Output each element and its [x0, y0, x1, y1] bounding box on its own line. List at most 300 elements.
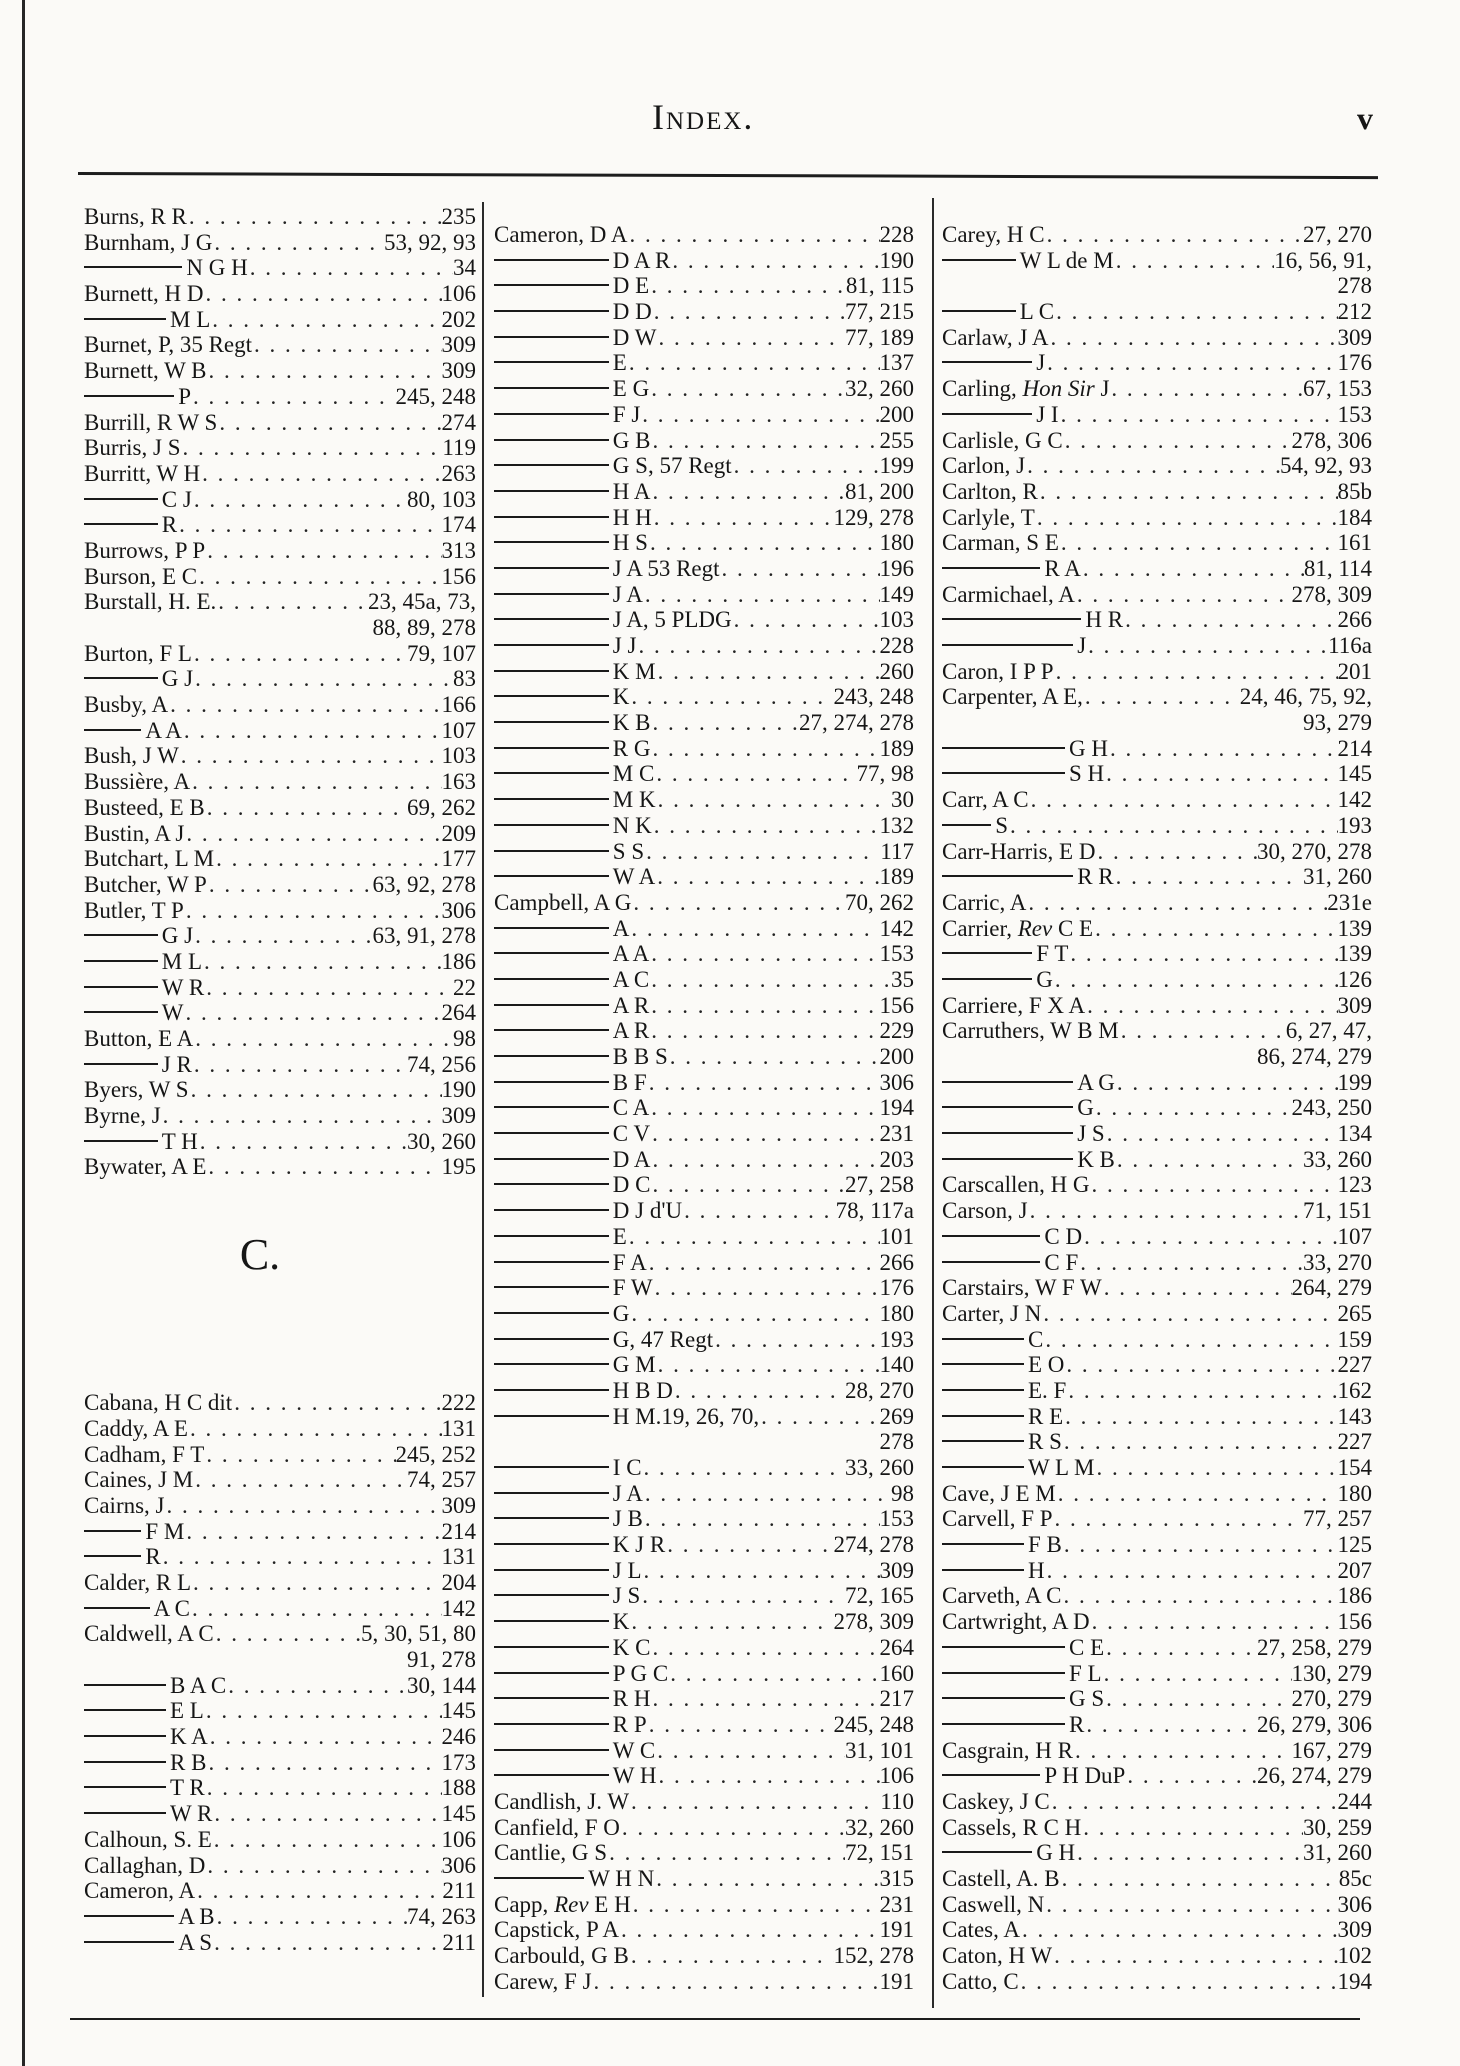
- dot-leader: [652, 505, 834, 531]
- entry-name: D W: [612, 324, 657, 350]
- index-entry: [494, 1558, 914, 1584]
- index-entry: [942, 1917, 1372, 1943]
- entry-name: Carlyle, T: [942, 504, 1035, 530]
- entry-pages: 134: [1337, 1121, 1372, 1147]
- ditto-rule: [942, 1440, 1024, 1442]
- entry-name: I C: [612, 1455, 642, 1480]
- entry-name: R R: [1077, 864, 1114, 890]
- entry-name: C F: [1044, 1249, 1079, 1275]
- dot-leader: [177, 512, 441, 538]
- entry-name: C D: [1044, 1223, 1083, 1249]
- entry-pages: 191: [879, 1968, 914, 1994]
- ditto-rule: [494, 1672, 609, 1674]
- index-entry-continuation: [942, 710, 1372, 736]
- entry-name: Cates, A: [942, 1917, 1020, 1943]
- entry-pages: 269: [879, 1403, 914, 1429]
- entry-pages: 81, 114: [1303, 555, 1372, 581]
- entry-name: R S: [1028, 1429, 1062, 1455]
- index-entry: [494, 1840, 914, 1866]
- dot-leader: [1095, 839, 1257, 865]
- ditto-rule: [84, 1709, 166, 1711]
- dot-leader: [649, 376, 845, 402]
- entry-pages: 278, 309: [833, 1609, 914, 1635]
- dot-leader: [655, 1738, 845, 1764]
- entry-pages: 79, 107: [407, 640, 476, 666]
- ditto-rule: [942, 618, 1081, 620]
- dot-leader: [1050, 1789, 1338, 1815]
- ditto-rule: [494, 259, 609, 261]
- ditto-rule: [494, 1569, 609, 1571]
- entry-name: A R: [612, 992, 650, 1018]
- entry-pages: 27, 258, 279: [1257, 1634, 1372, 1660]
- entry-pages: 174: [441, 512, 476, 538]
- index-entry: [942, 376, 1372, 402]
- entry-pages: 231: [879, 1891, 914, 1917]
- entry-name: J S: [1077, 1121, 1105, 1147]
- entry-pages: 265: [1337, 1300, 1372, 1326]
- entry-pages: 264: [879, 1634, 914, 1660]
- ditto-rule: [494, 1697, 609, 1699]
- ditto-rule: [494, 336, 609, 338]
- index-entry: [942, 607, 1372, 633]
- dot-leader: [670, 248, 879, 274]
- entry-pages: 180: [1337, 1480, 1372, 1506]
- index-entry: [84, 1827, 476, 1853]
- dot-leader: [205, 538, 441, 564]
- dot-leader: [643, 582, 880, 608]
- dot-leader: [651, 1635, 880, 1661]
- dot-leader: [165, 1493, 442, 1519]
- entry-pages: 222: [441, 1390, 476, 1416]
- index-entry: [942, 684, 1372, 710]
- entry-name: Carling, Hon Sir J: [942, 376, 1110, 402]
- entry-name: G: [612, 1300, 630, 1326]
- dot-leader: [1102, 1275, 1292, 1301]
- entry-name: W: [161, 1000, 184, 1026]
- entry-name: T H: [161, 1128, 198, 1154]
- index-entry: [494, 1661, 914, 1687]
- index-entry: [494, 1738, 914, 1764]
- index-entry: [942, 1738, 1372, 1764]
- entry-name: Burnett, W B: [84, 358, 207, 384]
- index-entry: [84, 1853, 476, 1879]
- entry-name: J: [1077, 633, 1087, 658]
- entry-name: E. F: [1028, 1377, 1067, 1403]
- index-entry: [494, 1172, 914, 1198]
- entry-pages: 306: [879, 1069, 914, 1095]
- entry-name: G H: [1036, 1840, 1076, 1866]
- entry-name: G H: [1069, 735, 1108, 761]
- index-entry: [942, 1481, 1372, 1507]
- entry-name: Butchart, L M: [84, 846, 215, 872]
- entry-pages: 274, 278: [833, 1532, 914, 1558]
- entry-pages: 214: [441, 1518, 476, 1544]
- index-entry: [494, 1506, 914, 1532]
- entry-name: D E: [612, 273, 650, 299]
- entry-name: D D: [612, 299, 652, 325]
- ditto-rule: [494, 850, 609, 852]
- dot-leader: [214, 1621, 361, 1647]
- entry-name: G: [1077, 1095, 1094, 1121]
- ditto-rule: [494, 978, 609, 980]
- index-entry: [494, 222, 914, 248]
- entry-name: Burris, J S: [84, 435, 181, 461]
- entry-pages: 70, 262: [845, 889, 914, 915]
- index-entry: [84, 204, 476, 230]
- entry-pages: 177: [441, 846, 476, 872]
- index-entry: [494, 1481, 914, 1507]
- entry-pages: 214: [1337, 735, 1372, 761]
- entry-pages: 245, 248: [833, 1711, 914, 1737]
- ditto-rule: [494, 927, 609, 929]
- entry-pages: 188: [441, 1775, 476, 1801]
- entry-name: Campbell, A G: [494, 889, 632, 915]
- entry-name: W R: [170, 1801, 213, 1827]
- entry-name: H M.19, 26, 70,: [612, 1403, 760, 1429]
- entry-pages: 176: [879, 1275, 914, 1301]
- index-entry: [494, 1044, 914, 1070]
- index-entry: [494, 1095, 914, 1121]
- ditto-rule: [84, 1812, 166, 1814]
- entry-pages: 278, 309: [1291, 581, 1372, 607]
- entry-pages: 83: [453, 666, 476, 692]
- ditto-rule: [84, 986, 158, 988]
- index-entry: [84, 1026, 476, 1052]
- entry-name: Busby, A: [84, 692, 169, 718]
- entry-pages: 315: [879, 1866, 914, 1891]
- dot-leader: [1090, 1609, 1338, 1635]
- index-entry: [494, 1018, 914, 1044]
- dot-leader: [653, 1275, 880, 1301]
- ditto-rule: [494, 1749, 609, 1751]
- dot-leader: [1063, 428, 1292, 454]
- entry-pages: 77, 189: [845, 324, 914, 350]
- ditto-rule: [942, 1338, 1024, 1340]
- index-entry: [942, 402, 1372, 428]
- entry-name: Candlish, J. W: [494, 1788, 630, 1814]
- dot-leader: [629, 1301, 879, 1327]
- index-entry: [494, 1892, 914, 1918]
- dot-leader: [1045, 1558, 1338, 1584]
- dot-leader: [1081, 1815, 1303, 1841]
- index-entry: [494, 993, 914, 1019]
- ditto-rule: [942, 310, 1016, 312]
- dot-leader: [179, 743, 442, 769]
- entry-pages: 28, 270: [845, 1377, 914, 1403]
- index-entry: [942, 1840, 1372, 1866]
- index-entry: [494, 710, 914, 736]
- entry-pages: 119: [442, 435, 476, 461]
- entry-name: Caddy, A E: [84, 1415, 188, 1441]
- index-entry: [84, 1930, 476, 1956]
- ditto-rule: [942, 772, 1065, 774]
- entry-pages: 235: [441, 204, 476, 229]
- dot-leader: [656, 325, 845, 351]
- dot-leader: [713, 1327, 879, 1353]
- entry-name: Caron, I P P: [942, 658, 1054, 684]
- dot-leader: [184, 1519, 441, 1545]
- dot-leader: [206, 1154, 441, 1180]
- index-entry: [84, 975, 476, 1001]
- index-column-3: [942, 222, 1372, 1994]
- ditto-rule: [494, 1261, 609, 1263]
- entry-name: F B: [1028, 1532, 1062, 1558]
- entry-name: A C: [153, 1595, 191, 1621]
- entry-pages: 77, 98: [856, 761, 914, 787]
- dot-leader: [665, 1532, 833, 1558]
- index-entry: [84, 1904, 476, 1930]
- entry-name: K: [612, 1609, 630, 1635]
- dot-leader: [1064, 1352, 1337, 1378]
- entry-name: E: [612, 350, 627, 376]
- dot-leader: [1094, 1455, 1337, 1481]
- dot-leader: [1045, 350, 1337, 376]
- entry-name: Calder, R L: [84, 1569, 192, 1595]
- dot-leader: [1068, 941, 1337, 967]
- entry-name: J B: [612, 1506, 643, 1532]
- ditto-rule: [494, 516, 609, 518]
- entry-name: Carson, J: [942, 1198, 1028, 1224]
- index-entry: [84, 1724, 476, 1750]
- index-entry: [84, 923, 476, 949]
- dot-leader: [1119, 1018, 1286, 1044]
- index-entry: [942, 1815, 1372, 1841]
- page-title: Index.: [652, 97, 755, 137]
- dot-leader: [1085, 993, 1337, 1019]
- index-entry: [494, 1789, 914, 1815]
- entry-name: Carbould, G B: [494, 1943, 629, 1969]
- entry-pages: 27, 274, 278: [799, 710, 914, 736]
- entry-pages: 142: [879, 915, 914, 941]
- entry-pages: 145: [441, 1698, 476, 1724]
- entry-name: R: [1069, 1711, 1085, 1737]
- index-entry: [942, 556, 1372, 582]
- ditto-rule: [84, 1530, 141, 1532]
- index-entry: [942, 479, 1372, 505]
- ditto-rule: [942, 1646, 1065, 1648]
- dot-leader: [1062, 1429, 1338, 1455]
- entry-pages: 162: [1337, 1377, 1372, 1403]
- dot-leader: [1109, 376, 1303, 402]
- dot-leader: [1104, 761, 1337, 787]
- dot-leader: [647, 1250, 880, 1276]
- entry-pages: 190: [879, 247, 914, 273]
- index-entry: [84, 332, 476, 358]
- dot-leader: [649, 967, 891, 993]
- index-entry: [84, 769, 476, 795]
- ditto-rule: [942, 413, 1032, 415]
- index-entry: [84, 538, 476, 564]
- entry-pages: 30: [891, 787, 914, 813]
- ditto-rule: [494, 670, 609, 672]
- entry-name: C E: [1069, 1634, 1105, 1660]
- index-entry: [942, 1532, 1372, 1558]
- dot-leader: [759, 1404, 879, 1430]
- dot-leader: [203, 281, 441, 307]
- entry-name: Burstall, H. E.: [84, 589, 217, 615]
- entry-name: F M: [145, 1518, 185, 1544]
- dot-leader: [1054, 299, 1337, 325]
- dot-leader: [232, 1390, 441, 1416]
- dot-leader: [620, 1815, 845, 1841]
- entry-pages: 203: [879, 1146, 914, 1172]
- dot-leader: [1094, 1095, 1292, 1121]
- entry-name: Cameron, A: [84, 1878, 196, 1904]
- entry-name: S: [995, 812, 1008, 838]
- ditto-rule: [84, 1063, 158, 1065]
- dot-leader: [651, 1147, 880, 1173]
- entry-name: Caines, J M: [84, 1467, 194, 1493]
- entry-pages: 184: [1337, 504, 1372, 530]
- entry-pages: 145: [1337, 761, 1372, 787]
- entry-name: G, 47 Regt: [612, 1326, 714, 1352]
- entry-name: A S: [178, 1929, 213, 1955]
- ditto-rule: [494, 1004, 609, 1006]
- entry-pages: 33, 260: [845, 1455, 914, 1480]
- entry-pages: 32, 260: [845, 376, 914, 402]
- dot-leader: [652, 299, 845, 325]
- entry-name: Carscallen, H G: [942, 1172, 1090, 1198]
- entry-name: A R: [612, 1018, 650, 1044]
- dot-leader: [184, 1000, 442, 1026]
- entry-name: R: [161, 512, 178, 538]
- index-entry: [84, 410, 476, 436]
- index-column-2: [494, 222, 914, 1994]
- entry-pages: 211: [442, 1929, 476, 1955]
- entry-pages: 23, 45a, 73,: [368, 589, 476, 615]
- entry-name: Carlaw, J A: [942, 324, 1049, 350]
- ditto-rule: [494, 695, 609, 697]
- dot-leader: [206, 1750, 441, 1776]
- index-entry: [494, 1763, 914, 1789]
- dot-leader: [1059, 402, 1338, 428]
- entry-pages: 159: [1337, 1326, 1372, 1352]
- ditto-rule: [494, 1055, 609, 1057]
- entry-name: Bussière, A: [84, 769, 191, 795]
- dot-leader: [1115, 1147, 1303, 1173]
- dot-leader: [1063, 1404, 1337, 1430]
- entry-name: Caton, H W: [942, 1943, 1053, 1969]
- index-entry: [84, 718, 476, 744]
- entry-name: J A 53 Regt: [612, 555, 720, 581]
- entry-name: F W: [612, 1275, 653, 1301]
- ditto-rule: [494, 593, 609, 595]
- dot-leader: [673, 1378, 845, 1404]
- index-entry: [942, 222, 1372, 248]
- entry-pages: 98: [453, 1026, 476, 1051]
- dot-leader: [190, 769, 441, 795]
- dot-leader: [629, 684, 833, 710]
- dot-leader: [629, 1943, 834, 1969]
- index-entry: [84, 1801, 476, 1827]
- entry-name: Callaghan, D: [84, 1852, 206, 1878]
- ditto-rule: [494, 1620, 609, 1622]
- index-entry: [942, 1352, 1372, 1378]
- ditto-rule: [84, 1011, 158, 1013]
- index-entry: [942, 1429, 1372, 1455]
- ditto-rule: [494, 952, 609, 954]
- index-entry: [84, 281, 476, 307]
- ditto-rule: [494, 1106, 609, 1108]
- entry-pages: 189: [879, 864, 914, 890]
- entry-name: J J: [612, 633, 637, 658]
- entry-name: A A: [145, 717, 182, 743]
- index-entry: [84, 1493, 476, 1519]
- dot-leader: [1035, 505, 1338, 531]
- index-entry: [494, 1250, 914, 1276]
- entry-pages: 153: [879, 1506, 914, 1532]
- index-entry: [942, 813, 1372, 839]
- dot-leader: [647, 1712, 834, 1738]
- dot-leader: [161, 1544, 442, 1570]
- dot-leader: [191, 384, 396, 410]
- dot-leader: [214, 846, 441, 872]
- index-entry: [942, 1712, 1372, 1738]
- entry-pages: 125: [1337, 1532, 1372, 1558]
- index-entry: [494, 556, 914, 582]
- entry-pages: 313: [441, 537, 476, 563]
- entry-name: L C: [1019, 299, 1055, 325]
- ditto-rule: [942, 567, 1040, 569]
- dot-leader: [200, 461, 441, 487]
- dot-leader: [1066, 1378, 1337, 1404]
- index-entry: [942, 1609, 1372, 1635]
- dot-leader: [1075, 582, 1292, 608]
- dot-leader: [1081, 556, 1304, 582]
- entry-pages: 245, 252: [395, 1441, 476, 1467]
- ditto-rule: [84, 266, 182, 268]
- index-entry-continuation: [942, 273, 1372, 299]
- entry-name: J S: [612, 1583, 641, 1609]
- entry-pages: 81, 115: [845, 273, 914, 299]
- index-entry: [494, 1712, 914, 1738]
- index-entry: [84, 846, 476, 872]
- entry-pages: 190: [441, 1077, 476, 1103]
- entry-pages: 152, 278: [833, 1943, 914, 1969]
- dot-leader: [1038, 479, 1338, 505]
- dot-leader: [636, 633, 879, 659]
- index-entry: [84, 1077, 476, 1103]
- dot-leader: [161, 1103, 442, 1129]
- ditto-rule: [942, 1697, 1065, 1699]
- entry-pages: 106: [441, 1826, 476, 1852]
- dot-leader: [1075, 1840, 1303, 1866]
- entry-name: Burnet, P, 35 Regt: [84, 332, 253, 358]
- index-entry-continuation: [84, 615, 476, 641]
- dot-leader: [1048, 325, 1337, 351]
- index-entry: [494, 402, 914, 428]
- entry-name: W R: [161, 974, 205, 1000]
- ditto-rule: [942, 978, 1032, 980]
- entry-pages: 139: [1337, 915, 1372, 941]
- index-entry: [494, 1070, 914, 1096]
- dot-leader: [204, 1698, 442, 1724]
- entry-name: Carr, A C: [942, 787, 1029, 813]
- index-entry: [942, 1147, 1372, 1173]
- entry-pages: 227: [1337, 1352, 1372, 1378]
- index-entry: [494, 299, 914, 325]
- entry-name: C A: [612, 1095, 650, 1121]
- entry-pages: 264: [441, 1000, 476, 1026]
- dot-leader: [1020, 1917, 1338, 1943]
- ditto-rule: [494, 387, 609, 389]
- honorific: Rev: [1017, 915, 1053, 941]
- dot-leader: [205, 1775, 442, 1801]
- entry-name: G S: [1069, 1686, 1105, 1712]
- index-entry: [84, 487, 476, 513]
- index-entry: [84, 641, 476, 667]
- ditto-rule: [494, 413, 609, 415]
